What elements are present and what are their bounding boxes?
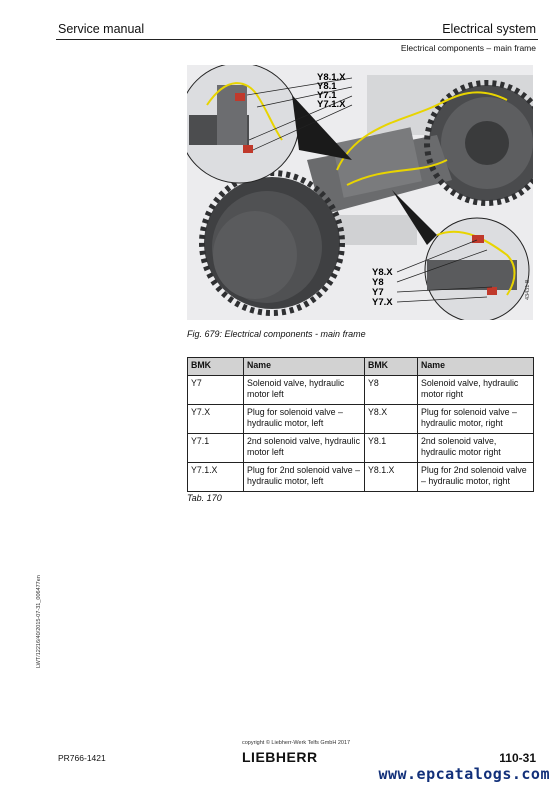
callout-y7-1-x: Y7.1.X [317,99,346,110]
table-cell: Y7.1.X [188,463,244,492]
table-cell: Y7 [188,376,244,405]
callout-y7: Y7 [372,287,384,298]
header-rule [56,39,538,40]
table-cell: Solenoid valve, hydraulic motor left [244,376,365,405]
callout-y8-1: Y8.1 [317,81,337,92]
table-row [188,463,534,492]
column-header: BMK [365,358,418,376]
table-cell: Y8.1.X [365,463,418,492]
copyright-notice: copyright © Liebherr-Werk Telfs GmbH 2017 [242,740,351,746]
table-cell: Y8.X [365,405,418,434]
table-cell: Plug for 2nd solenoid valve – hydraulic motor, left [244,463,365,492]
figure-code: 43431 B [525,279,531,300]
axle-illustration [187,65,533,320]
table-cell: Y8 [365,376,418,405]
table-row [188,405,534,434]
table-label: Tab. 170 [187,493,222,503]
callout-y8-x: Y8.X [372,267,393,278]
table-row [188,376,534,405]
callout-y7-x: Y7.X [372,297,393,308]
table-cell: 2nd solenoid valve, hydraulic motor left [244,434,365,463]
callout-y7-1: Y7.1 [317,90,337,101]
document-id: LWT/12216/40/2015-07-31_006477en [36,575,42,668]
model-number: PR766-1421 [58,753,106,763]
section-title: Electrical system [442,22,536,36]
table-cell: Solenoid valve, hydraulic motor right [418,376,534,405]
watermark-link[interactable]: www.epcatalogs.com [378,765,550,783]
figure-caption: Fig. 679: Electrical components - main frame [187,329,366,339]
table-cell: Plug for solenoid valve – hydraulic motor, right [418,405,534,434]
table-cell: Y8.1 [365,434,418,463]
table-cell: Plug for 2nd solenoid valve – hydraulic motor, right [418,463,534,492]
column-header: Name [418,358,534,376]
table-cell: Y7.1 [188,434,244,463]
table-cell: Plug for solenoid valve – hydraulic motor, left [244,405,365,434]
subsection-title: Electrical components – main frame [400,43,536,53]
callout-y8-1-x: Y8.1.X [317,72,346,83]
column-header: Name [244,358,365,376]
liebherr-logo: LIEBHERR [242,749,318,765]
table-cell: 2nd solenoid valve, hydraulic motor right [418,434,534,463]
table-row [188,434,534,463]
column-header: BMK [188,358,244,376]
components-table [187,357,534,492]
callout-y8: Y8 [372,277,384,288]
table-header-row [188,358,534,376]
table-cell: Y7.X [188,405,244,434]
page-number: 110-31 [499,751,536,765]
axle-drawing [187,65,533,320]
manual-title: Service manual [58,22,145,36]
